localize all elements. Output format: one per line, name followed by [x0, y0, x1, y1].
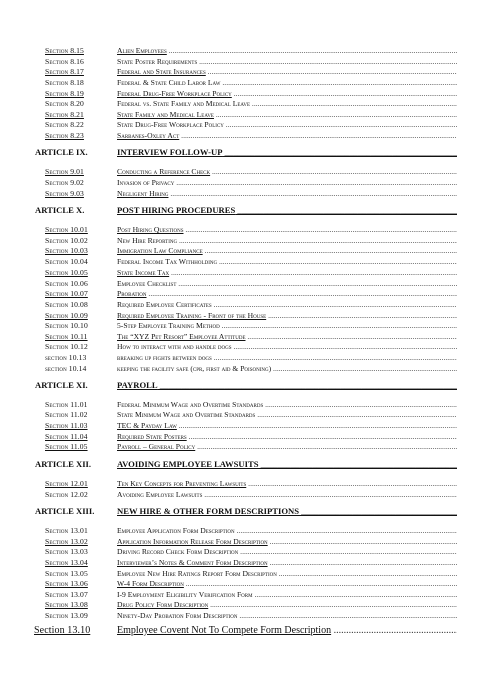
toc-entry[interactable] [0, 624, 493, 638]
section-number: Section 8.21 [45, 110, 84, 119]
section-title-text: Avoiding Employee Lawsuits [117, 490, 203, 499]
section-title [117, 332, 457, 342]
section-title-text: Required State Posters [117, 432, 187, 441]
section-number: Section 10.11 [45, 332, 88, 341]
toc-entry[interactable] [0, 57, 493, 67]
section-title-text: Invasion of Privacy [117, 178, 175, 187]
section-title [117, 67, 457, 77]
section-number: Section 10.03 [45, 246, 88, 255]
section-title-text: Employee Checklist [117, 279, 177, 288]
toc-entry[interactable] [0, 120, 493, 130]
toc-entry[interactable] [0, 342, 493, 352]
section-title-text: Sarbanes-Oxley Act [117, 131, 180, 140]
toc-entry[interactable] [0, 421, 493, 431]
section-title [117, 600, 457, 610]
section-number: Section 12.01 [45, 479, 88, 488]
section-title-text: State Income Tax [117, 268, 170, 277]
section-title-text: Required Employee Training - Front of the House [117, 311, 267, 320]
section-number: section 10.13 [45, 353, 87, 362]
section-number: Section 8.15 [45, 46, 84, 55]
article-label: ARTICLE XI. [35, 380, 88, 390]
section-title-text: Post Hiring Questions [117, 225, 184, 234]
article-title: INTERVIEW FOLLOW-UP _____ [117, 145, 457, 159]
toc-entry[interactable] [0, 225, 493, 235]
toc-entry[interactable] [0, 590, 493, 600]
section-title [117, 490, 457, 500]
section-title-text: State Family and Medical Leave [117, 110, 214, 119]
toc-entry[interactable] [0, 67, 493, 77]
section-title-text: Probation [117, 289, 147, 298]
section-number: Section 11.04 [45, 432, 88, 441]
section-number: Section 13.01 [45, 526, 88, 535]
section-number: Section 10.04 [45, 257, 88, 266]
section-title [117, 257, 457, 267]
section-title [117, 78, 457, 88]
section-title [117, 442, 457, 452]
section-title [117, 624, 457, 638]
section-title [117, 537, 457, 547]
section-title [117, 131, 457, 141]
section-title-text: Payroll – General Policy [117, 442, 196, 451]
section-number: Section 8.16 [45, 57, 84, 66]
section-number: Section 13.09 [45, 611, 88, 620]
section-title [117, 89, 457, 99]
toc-entry[interactable] [0, 289, 493, 299]
section-title-text: keeping the facility safe (cpr, first aid & Poisoning) [117, 364, 272, 373]
section-title [117, 279, 457, 289]
toc-entry[interactable] [0, 167, 493, 177]
article-title: POST HIRING PROCEDURES _____ [117, 203, 457, 217]
section-title [117, 99, 457, 109]
section-title-text: Employee New Hire Ratings Report Form Description [117, 569, 277, 578]
toc-entry[interactable] [0, 479, 493, 489]
section-number: Section 10.05 [45, 268, 88, 277]
toc-entry[interactable] [0, 78, 493, 88]
section-title [117, 300, 457, 310]
toc-entry[interactable] [0, 547, 493, 557]
section-title-text: 5-Step Employee Training Method [117, 321, 220, 330]
section-title-text: New Hire Reporting [117, 236, 178, 245]
section-title-text: Federal Minimum Wage and Overtime Standards [117, 400, 264, 409]
toc-entry[interactable] [0, 400, 493, 410]
toc-entry[interactable] [0, 353, 493, 363]
section-title [117, 311, 457, 321]
toc-entry[interactable] [0, 569, 493, 579]
section-number: Section 9.02 [45, 178, 84, 187]
toc-entry[interactable] [0, 246, 493, 256]
section-title [117, 225, 457, 235]
toc-entry[interactable] [0, 178, 493, 188]
section-number: Section 11.02 [45, 410, 88, 419]
section-number: Section 13.07 [45, 590, 88, 599]
toc-entry[interactable] [0, 189, 493, 199]
section-number: Section 10.12 [45, 342, 88, 351]
section-title-text: I-9 Employment Eligibility Verification Form [117, 590, 253, 599]
toc-entry[interactable] [0, 490, 493, 500]
section-number: Section 9.03 [45, 189, 84, 198]
section-title [117, 611, 457, 621]
section-title-text: Ten Key Concepts for Preventing Lawsuits [117, 479, 247, 488]
section-title [117, 479, 457, 489]
article-title: AVOIDING EMPLOYEE LAWSUITS _____ [117, 457, 457, 471]
section-title [117, 46, 457, 56]
toc-entry[interactable] [0, 110, 493, 120]
section-number: Section 10.06 [45, 279, 88, 288]
section-title-text: Negligent Hiring [117, 189, 169, 198]
section-number: section 10.14 [45, 364, 87, 373]
section-number: Section 13.05 [45, 569, 88, 578]
article-label: ARTICLE XIII. [35, 506, 95, 516]
toc-entry[interactable] [0, 311, 493, 321]
section-number: Section 10.09 [45, 311, 88, 320]
article-heading[interactable] [0, 145, 493, 159]
toc-entry[interactable] [0, 268, 493, 278]
section-title-text: State Poster Requirements [117, 57, 198, 66]
article-title: PAYROLL _____ [117, 378, 457, 392]
toc-entry[interactable] [0, 332, 493, 342]
section-title-text: Application Information Release Form Description [117, 537, 268, 546]
section-title-text: Alien Employees [117, 46, 167, 55]
section-number: Section 13.03 [45, 547, 88, 556]
section-title [117, 400, 457, 410]
article-label: ARTICLE X. [35, 205, 85, 215]
section-number: Section 13.08 [45, 600, 88, 609]
section-title-text: Federal & State Child Labor Law [117, 78, 221, 87]
section-title-text: breaking up fights between dogs [117, 353, 212, 362]
article-heading[interactable] [0, 504, 493, 518]
toc-entry[interactable] [0, 46, 493, 56]
toc-entry[interactable] [0, 300, 493, 310]
section-number: Section 10.02 [45, 236, 88, 245]
section-number: Section 11.01 [45, 400, 88, 409]
section-title-text: Conducting a Reference Check [117, 167, 211, 176]
section-number: Section 8.19 [45, 89, 84, 98]
section-title [117, 268, 457, 278]
toc-entry[interactable] [0, 364, 493, 374]
section-title [117, 289, 457, 299]
section-number: Section 8.22 [45, 120, 84, 129]
article-label: ARTICLE IX. [35, 147, 88, 157]
section-number: Section 11.05 [45, 442, 88, 451]
section-title-text: Employee Covent Not To Compete Form Description [117, 625, 332, 636]
section-title [117, 558, 457, 568]
section-title-text: State Minimum Wage and Overtime Standards [117, 410, 256, 419]
toc-entry[interactable] [0, 526, 493, 536]
section-title-text: Interviewer’s Notes & Comment Form Description [117, 558, 268, 567]
toc-entry[interactable] [0, 579, 493, 589]
section-title-text: Federal and State Insurances [117, 67, 206, 76]
section-title [117, 526, 457, 536]
toc-entry[interactable] [0, 432, 493, 442]
section-number: Section 8.23 [45, 131, 84, 140]
toc-entry[interactable] [0, 410, 493, 420]
section-title [117, 547, 457, 557]
section-title [117, 364, 457, 374]
toc-entry[interactable] [0, 611, 493, 621]
section-title-text: Federal vs. State Family and Medical Leave [117, 99, 251, 108]
toc-entry[interactable] [0, 558, 493, 568]
section-title-text: Federal Drug-Free Workplace Policy [117, 89, 232, 98]
section-title [117, 236, 457, 246]
section-title [117, 246, 457, 256]
section-title-text: State Drug-Free Workplace Policy [117, 120, 224, 129]
section-title [117, 189, 457, 199]
section-title [117, 432, 457, 442]
section-title-text: Required Employee Certificates [117, 300, 212, 309]
section-number: Section 13.04 [45, 558, 88, 567]
section-title-text: W-4 Form Description [117, 579, 184, 588]
toc-entry[interactable] [0, 321, 493, 331]
section-title [117, 579, 457, 589]
article-heading[interactable] [0, 378, 493, 392]
article-heading[interactable] [0, 457, 493, 471]
section-number: Section 13.10 [34, 625, 91, 636]
toc-entry[interactable] [0, 537, 493, 547]
section-number: Section 10.08 [45, 300, 88, 309]
section-number: Section 12.02 [45, 490, 88, 499]
section-number: Section 8.17 [45, 67, 84, 76]
section-title [117, 110, 457, 120]
section-title [117, 178, 457, 188]
toc-entry[interactable] [0, 279, 493, 289]
toc-entry[interactable] [0, 131, 493, 141]
section-number: Section 13.06 [45, 579, 88, 588]
section-title-text: TEC & Payday Law [117, 421, 177, 430]
section-title-text: Immigration Law Compliance [117, 246, 203, 255]
section-title [117, 421, 457, 431]
section-number: Section 8.18 [45, 78, 84, 87]
section-title [117, 167, 457, 177]
section-title [117, 321, 457, 331]
toc-entry[interactable] [0, 236, 493, 246]
section-title-text: Driving Record Check Form Description [117, 547, 239, 556]
section-title [117, 590, 457, 600]
section-number: Section 10.07 [45, 289, 88, 298]
section-number: Section 10.10 [45, 321, 88, 330]
section-title-text: Federal Income Tax Withholding [117, 257, 218, 266]
section-title [117, 57, 457, 67]
toc-entry[interactable] [0, 600, 493, 610]
section-number: Section 13.02 [45, 537, 88, 546]
section-title [117, 342, 457, 352]
section-title [117, 410, 457, 420]
section-title-text: The “XYZ Pet Resort” Employee Attitude [117, 332, 246, 341]
section-title-text: How to interact with and handle dogs [117, 342, 232, 351]
section-title [117, 569, 457, 579]
section-title-text: Employee Application Form Description [117, 526, 235, 535]
toc-entry[interactable] [0, 99, 493, 109]
section-number: Section 8.20 [45, 99, 84, 108]
section-title [117, 353, 457, 363]
section-number: Section 9.01 [45, 167, 84, 176]
toc-entry[interactable] [0, 442, 493, 452]
toc-entry[interactable] [0, 257, 493, 267]
article-label: ARTICLE XII. [35, 459, 92, 469]
section-title [117, 120, 457, 130]
article-heading[interactable] [0, 203, 493, 217]
section-number: Section 10.01 [45, 225, 88, 234]
section-title-text: Ninety-Day Probation Form Description [117, 611, 238, 620]
section-title-text: Drug Policy Form Description [117, 600, 209, 609]
toc-entry[interactable] [0, 89, 493, 99]
section-number: Section 11.03 [45, 421, 88, 430]
article-title: NEW HIRE & OTHER FORM DESCRIPTIONS _____ [117, 504, 457, 518]
